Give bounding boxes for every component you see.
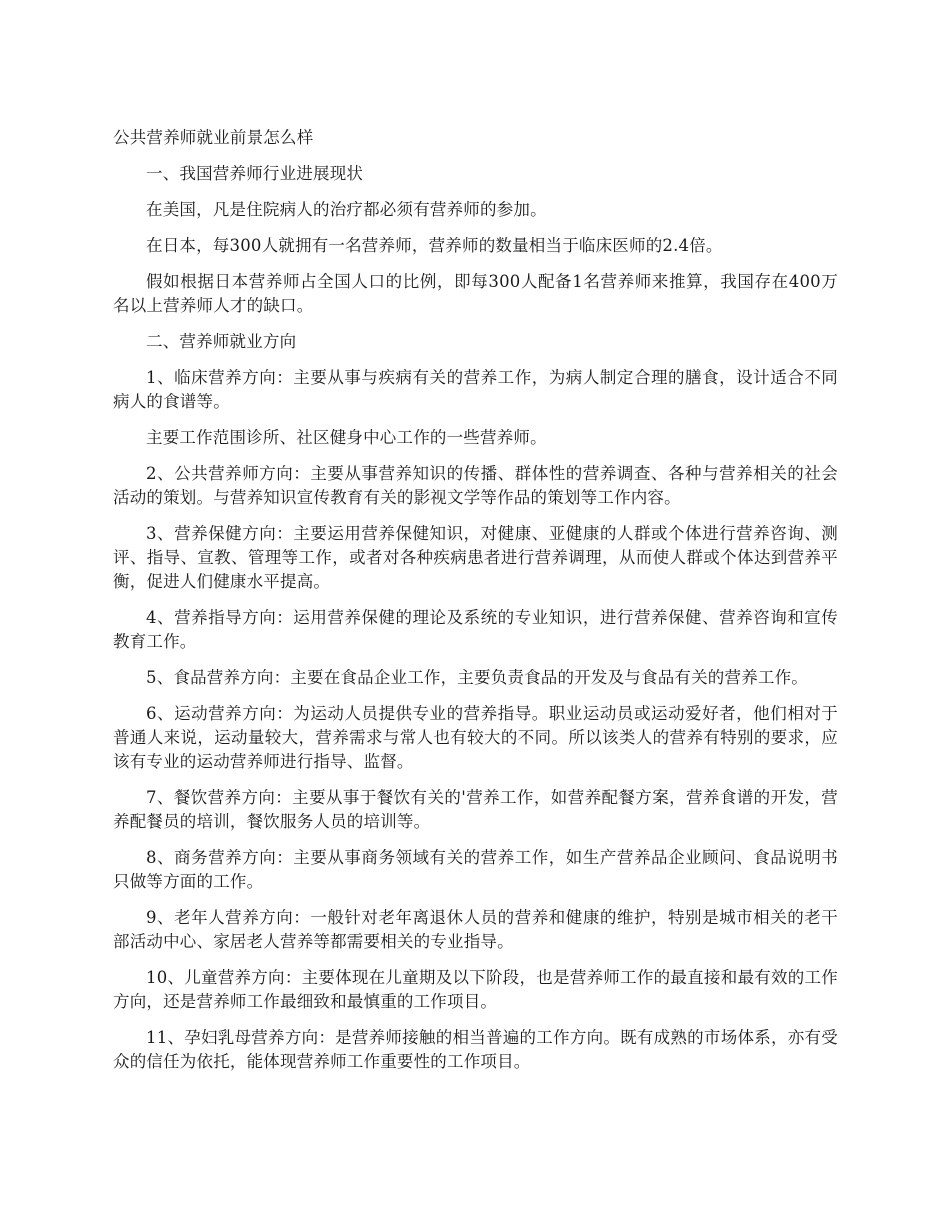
section-heading-directions: 二、营养师就业方向: [146, 332, 297, 351]
paragraph: 8、商务营养方向：主要从事商务领域有关的营养工作，如生产营养品企业顾问、食品说明书只做等方面的工作。: [113, 848, 838, 891]
paragraph: 2、公共营养师方向：主要从事营养知识的传播、群体性的营养调查、各种与营养相关的社会活动的策划。与营养知识宣传教育有关的影视文学等作品的策划等工作内容。: [113, 464, 838, 507]
paragraph: 9、老年人营养方向：一般针对老年离退休人员的营养和健康的维护，特别是城市相关的老干部活动中心、家居老人营养等都需要相关的专业指导。: [113, 908, 838, 951]
paragraph: 主要工作范围诊所、社区健身中心工作的一些营养师。: [146, 428, 547, 447]
paragraph: 1、临床营养方向：主要从事与疾病有关的营养工作，为病人制定合理的膳食，设计适合不同病人的食谱等。: [113, 368, 838, 411]
document-body: [113, 126, 838, 1086]
paragraph: 在美国，凡是住院病人的治疗都必须有营养师的参加。: [146, 200, 547, 219]
paragraph: 4、营养指导方向：运用营养保健的理论及系统的专业知识，进行营养保健、营养咨询和宣传教育工作。: [113, 608, 838, 651]
paragraph: 11、孕妇乳母营养方向：是营养师接触的相当普遍的工作方向。既有成熟的市场体系，亦有受众的信任为依托，能体现营养师工作重要性的工作项目。: [113, 1028, 838, 1071]
document-title: 公共营养师就业前景怎么样: [113, 128, 314, 147]
paragraph: 7、餐饮营养方向：主要从事于餐饮有关的'营养工作，如营养配餐方案，营养食谱的开发，营养配餐员的培训，餐饮服务人员的培训等。: [113, 788, 838, 831]
paragraph: 6、运动营养方向：为运动人员提供专业的营养指导。职业运动员或运动爱好者，他们相对于普通人来说，运动量较大，营养需求与常人也有较大的不同。所以该类人的营养有特别的要求，应该有专业的运动营养师进行指导、监督。: [113, 704, 838, 771]
paragraph: 10、儿童营养方向：主要体现在儿童期及以下阶段，也是营养师工作的最直接和最有效的工作方向，还是营养师工作最细致和最慎重的工作项目。: [113, 968, 838, 1011]
paragraph: 3、营养保健方向：主要运用营养保健知识，对健康、亚健康的人群或个体进行营养咨询、测评、指导、宣教、管理等工作，或者对各种疾病患者进行营养调理，从而使人群或个体达到营养平衡，促进人们健康水平提高。: [113, 524, 838, 591]
paragraph: 在日本，每300人就拥有一名营养师，营养师的数量相当于临床医师的2.4倍。: [146, 236, 723, 255]
section-heading-status: 一、我国营养师行业进展现状: [146, 164, 364, 183]
paragraph: 假如根据日本营养师占全国人口的比例，即每300人配备1名营养师来推算，我国存在400万名以上营养师人才的缺口。: [113, 272, 838, 315]
paragraph: 5、食品营养方向：主要在食品企业工作，主要负责食品的开发及与食品有关的营养工作。: [146, 668, 808, 687]
